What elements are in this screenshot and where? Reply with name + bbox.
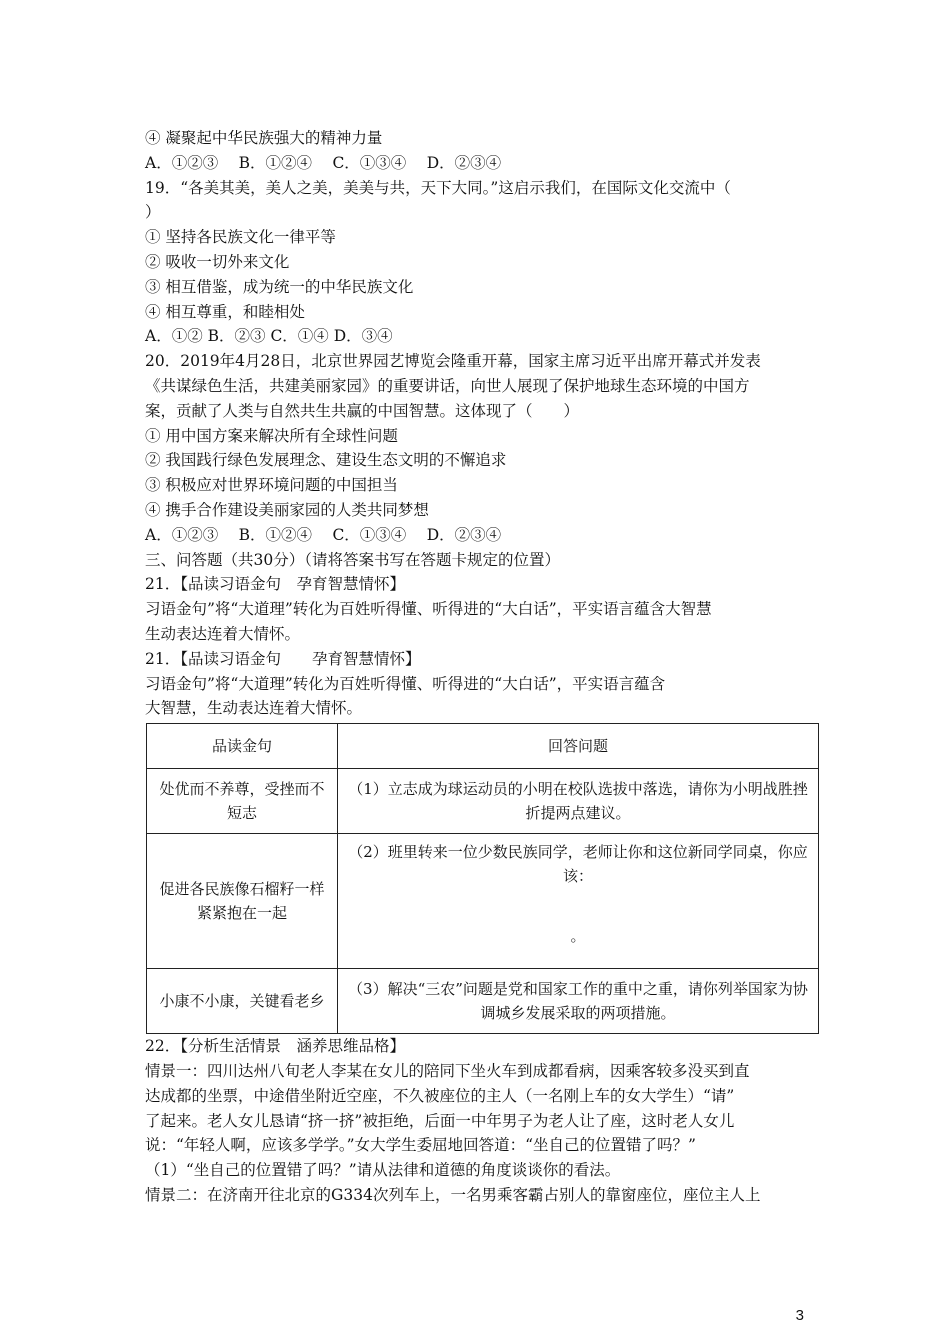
page-number: 3 [795,1307,804,1324]
table-header-quote: 品读金句 [147,724,338,769]
table-cell-question-text: （2）班里转来一位少数民族同学，老师让你和这位新同学同桌，你应该： [348,843,808,886]
text-line: （1）“坐自己的位置错了吗？”请从法律和道德的角度谈谈你的看法。 [145,1161,621,1180]
text-line: 20．2019年4月28日，北京世界园艺博览会隆重开幕，国家主席习近平出席开幕式并发表 [145,352,761,371]
text-line: ③ 积极应对世界环境问题的中国担当 [145,476,398,495]
text-line: 说：“年轻人啊，应该多学学。”女大学生委屈地回答道：“坐自己的位置错了吗？” [145,1136,696,1155]
table-header-row [147,724,819,769]
table-cell-question: （1）立志成为球运动员的小明在校队选拔中落选，请你为小明战胜挫折提两点建议。 [338,769,819,834]
text-line: ② 吸收一切外来文化 [145,252,290,271]
text-line: ② 我国践行绿色发展理念、建设生态文明的不懈追求 [145,451,507,470]
table-row [147,769,819,834]
text-line: ④ 凝聚起中华民族强大的精神力量 [145,129,383,147]
text-line: A．①②③ B．①②④ C．①③④ D．②③④ [145,153,502,172]
text-line: 情景二：在济南开往北京的G334次列车上，一名男乘客霸占别人的靠窗座位，座位主人上 [145,1185,761,1204]
text-line: 习语金句”将“大道理”转化为百姓听得懂、听得进的“大白话”，平实语言蕴含 [145,674,666,693]
question-text-bottom [145,1034,815,1208]
text-line: 22．【分析生活情景 涵养思维品格】 [145,1037,405,1056]
question-text-top [145,126,815,721]
table-cell-quote: 小康不小康，关键看老乡 [147,969,338,1034]
text-line: ① 坚持各民族文化一律平等 [145,228,336,247]
table-header-question: 回答问题 [338,724,819,769]
text-line: A．①②③ B．①②④ C．①③④ D．②③④ [145,525,502,544]
table-cell-question [338,834,819,969]
text-line: 三、问答题（共30分）（请将答案书写在答题卡规定的位置） [145,550,560,569]
text-line: ① 用中国方案来解决所有全球性问题 [145,426,398,445]
text-line: 案，贡献了人类与自然共生共赢的中国智慧。这体现了（ ） [145,401,580,420]
answer-blank-space [348,888,808,924]
text-line: ③ 相互借鉴，成为统一的中华民族文化 [145,277,414,296]
page-content [145,126,815,1208]
text-line: 19．“各美其美，美人之美，美美与共，天下大同。”这启示我们，在国际文化交流中（ [145,178,731,197]
text-line: A．①② B．②③ C．①④ D．③④ [145,327,393,346]
text-line: 21．【品读习语金句 孕育智慧情怀】 [145,575,405,594]
text-line: 大智慧，生动表达连着大情怀。 [145,699,363,718]
text-line: 情景一：四川达州八旬老人李某在女儿的陪同下坐火车到成都看病，因乘客较多没买到直 [145,1061,750,1080]
text-line: 21．【品读习语金句 孕育智慧情怀】 [145,649,421,668]
reading-table [146,723,819,1034]
text-line: 习语金句”将“大道理”转化为百姓听得懂、听得进的“大白话”，平实语言蕴含大智慧 [145,600,712,619]
text-line: 生动表达连着大情怀。 [145,624,301,643]
table-cell-quote: 处优而不养尊，受挫而不短志 [147,769,338,834]
text-line: 《共谋绿色生活，共建美丽家园》的重要讲话，向世人展现了保护地球生态环境的中国方 [145,376,750,395]
text-line: ） [145,203,161,222]
table-cell-quote: 促进各民族像石榴籽一样紧紧抱在一起 [147,834,338,969]
text-line: ④ 携手合作建设美丽家园的人类共同梦想 [145,500,429,519]
table-row [147,834,819,969]
text-line: ④ 相互尊重，和睦相处 [145,302,305,321]
text-line: 达成都的坐票，中途借坐附近空座，不久被座位的主人（一名刚上车的女大学生）“请” [145,1086,735,1105]
text-line: 了起来。老人女儿恳请“挤一挤”被拒绝，后面一中年男子为老人让了座，这时老人女儿 [145,1111,735,1130]
table-cell-answer-end: 。 [570,927,586,946]
table-cell-question: （3）解决“三农”问题是党和国家工作的重中之重，请你列举国家为协调城乡发展采取的两项措施。 [338,969,819,1034]
table-row [147,969,819,1034]
